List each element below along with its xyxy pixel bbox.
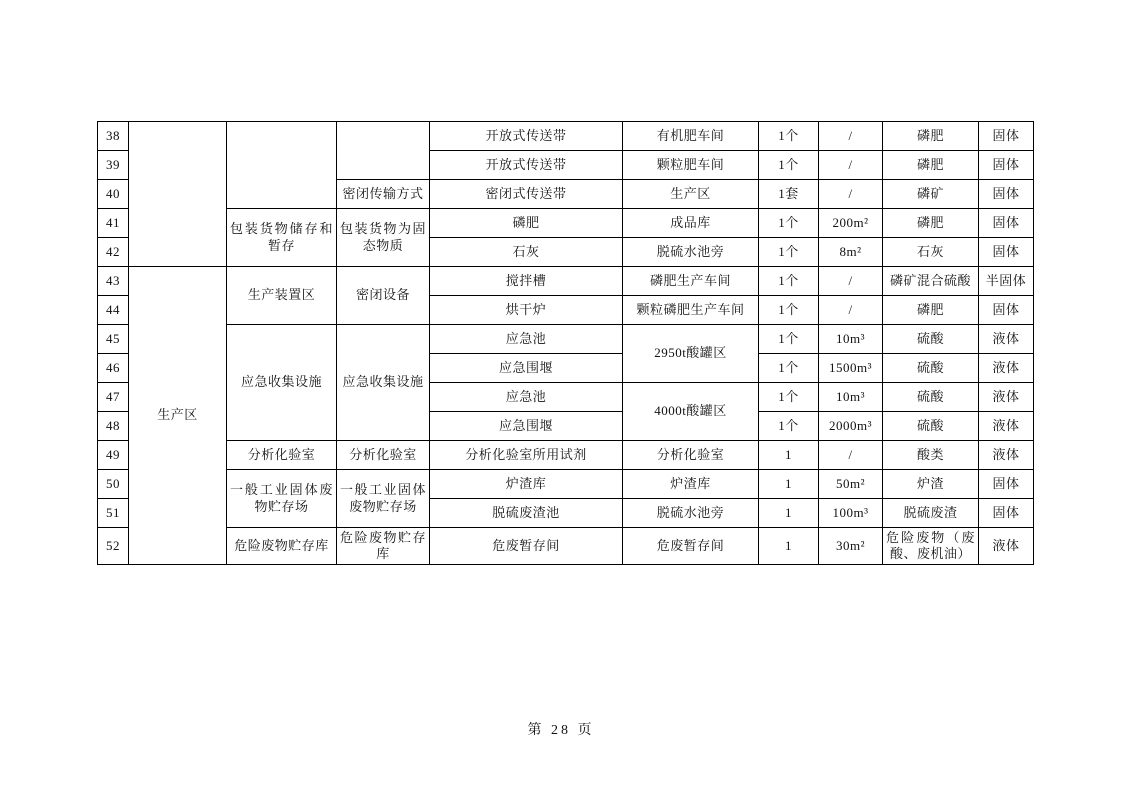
table-cell: 磷矿 [883, 180, 979, 209]
table-cell: 应急围堰 [430, 412, 623, 441]
table-cell: 脱硫水池旁 [623, 238, 759, 267]
table-row [98, 122, 1034, 151]
table-cell: 10m³ [819, 383, 883, 412]
table-cell: 磷肥 [430, 209, 623, 238]
table-cell: 磷肥 [883, 151, 979, 180]
table-cell: 固体 [979, 470, 1034, 499]
table-cell: 1套 [759, 180, 819, 209]
table-cell: 石灰 [883, 238, 979, 267]
table-cell: 固体 [979, 151, 1034, 180]
table-cell: 1个 [759, 296, 819, 325]
table-cell: / [819, 296, 883, 325]
table-cell: 包装货物储存和暂存 [227, 209, 337, 267]
table-cell: 磷肥生产车间 [623, 267, 759, 296]
table-cell: 危废暂存间 [623, 528, 759, 565]
table-cell: 颗粒肥车间 [623, 151, 759, 180]
table-cell: 颗粒磷肥生产车间 [623, 296, 759, 325]
table-cell: 固体 [979, 499, 1034, 528]
table-cell: 开放式传送带 [430, 151, 623, 180]
table-cell: 1 [759, 499, 819, 528]
facility-table [97, 121, 1034, 565]
table-cell: 4000t酸罐区 [623, 383, 759, 441]
table-cell: 43 [98, 267, 129, 296]
table-cell: 包装货物为固态物质 [337, 209, 430, 267]
table-cell: 炉渣库 [623, 470, 759, 499]
table-cell: 50m² [819, 470, 883, 499]
table-cell: 2000m³ [819, 412, 883, 441]
table-cell: 液体 [979, 441, 1034, 470]
table-row [98, 441, 1034, 470]
table-row [98, 267, 1034, 296]
table-row [98, 470, 1034, 499]
table-cell: 固体 [979, 209, 1034, 238]
table-cell: / [819, 122, 883, 151]
table-cell: 酸类 [883, 441, 979, 470]
table-cell: 脱硫废渣 [883, 499, 979, 528]
table-cell: 38 [98, 122, 129, 151]
table-row [98, 528, 1034, 565]
table-cell: 硫酸 [883, 383, 979, 412]
table-cell: 46 [98, 354, 129, 383]
table-cell: 分析化验室 [623, 441, 759, 470]
table-cell: 硫酸 [883, 325, 979, 354]
table-cell: 密闭设备 [337, 267, 430, 325]
table-cell: 液体 [979, 325, 1034, 354]
table-cell: / [819, 180, 883, 209]
table-cell: / [819, 151, 883, 180]
table-cell: 10m³ [819, 325, 883, 354]
table-cell: 50 [98, 470, 129, 499]
table-cell: 45 [98, 325, 129, 354]
table-cell: 1 [759, 528, 819, 565]
table-cell: 1个 [759, 267, 819, 296]
table-cell: 石灰 [430, 238, 623, 267]
table-cell: 固体 [979, 180, 1034, 209]
table-cell: 1个 [759, 209, 819, 238]
table-cell: 应急收集设施 [227, 325, 337, 441]
table-cell: 分析化验室所用试剂 [430, 441, 623, 470]
table-cell: 1个 [759, 383, 819, 412]
table-cell: 危险废物贮存库 [227, 528, 337, 565]
table-cell: 1个 [759, 325, 819, 354]
table-row [98, 325, 1034, 354]
table-cell: 1 [759, 441, 819, 470]
table-cell: 应急收集设施 [337, 325, 430, 441]
table-cell: 42 [98, 238, 129, 267]
table-cell: 一般工业固体废物贮存场 [337, 470, 430, 528]
table-cell: 开放式传送带 [430, 122, 623, 151]
table-cell: 硫酸 [883, 354, 979, 383]
table-cell: 39 [98, 151, 129, 180]
table-cell: 危废暂存间 [430, 528, 623, 565]
table-cell: 生产区 [129, 267, 227, 565]
table-cell: 40 [98, 180, 129, 209]
table-cell: 密闭式传送带 [430, 180, 623, 209]
table-cell: / [819, 267, 883, 296]
table-cell: 半固体 [979, 267, 1034, 296]
table-cell: 液体 [979, 383, 1034, 412]
table-cell: 2950t酸罐区 [623, 325, 759, 383]
table-cell: 固体 [979, 238, 1034, 267]
table-cell: 分析化验室 [227, 441, 337, 470]
table-cell: 1个 [759, 151, 819, 180]
table-cell: 1个 [759, 122, 819, 151]
table-cell: 磷肥 [883, 209, 979, 238]
table-cell: 成品库 [623, 209, 759, 238]
table-cell: 磷肥 [883, 296, 979, 325]
table-cell: 有机肥车间 [623, 122, 759, 151]
table-cell: 44 [98, 296, 129, 325]
table-cell: 49 [98, 441, 129, 470]
table-cell [227, 122, 337, 209]
table-cell: 应急围堰 [430, 354, 623, 383]
table-body [98, 122, 1034, 565]
table-cell: 危险废物（废酸、废机油） [883, 528, 979, 565]
table-cell: 搅拌槽 [430, 267, 623, 296]
table-cell: 应急池 [430, 383, 623, 412]
table-cell: 41 [98, 209, 129, 238]
page-number: 第 28 页 [527, 723, 595, 738]
table-cell: 脱硫水池旁 [623, 499, 759, 528]
page-footer [0, 719, 1122, 739]
table-cell: 固体 [979, 296, 1034, 325]
table-cell: 磷矿混合硫酸 [883, 267, 979, 296]
table-cell: 100m³ [819, 499, 883, 528]
table-cell: 47 [98, 383, 129, 412]
table-cell: 51 [98, 499, 129, 528]
table-cell [337, 122, 430, 180]
table-cell: 固体 [979, 122, 1034, 151]
table-cell: 8m² [819, 238, 883, 267]
table-cell: 液体 [979, 528, 1034, 565]
table-cell: 生产装置区 [227, 267, 337, 325]
table-cell: 危险废物贮存库 [337, 528, 430, 565]
table-cell: 1个 [759, 412, 819, 441]
table-cell: 磷肥 [883, 122, 979, 151]
table-cell: 200m² [819, 209, 883, 238]
table-cell: 分析化验室 [337, 441, 430, 470]
table-cell: 炉渣 [883, 470, 979, 499]
table-cell: 液体 [979, 412, 1034, 441]
table-cell: 炉渣库 [430, 470, 623, 499]
table-cell: / [819, 441, 883, 470]
table-cell: 生产区 [623, 180, 759, 209]
table-cell: 应急池 [430, 325, 623, 354]
table-cell: 密闭传输方式 [337, 180, 430, 209]
table-cell: 1个 [759, 354, 819, 383]
table-cell: 48 [98, 412, 129, 441]
table-cell: 硫酸 [883, 412, 979, 441]
table-cell: 烘干炉 [430, 296, 623, 325]
table-cell: 1500m³ [819, 354, 883, 383]
table-cell: 一般工业固体废物贮存场 [227, 470, 337, 528]
table-cell: 脱硫废渣池 [430, 499, 623, 528]
table-cell: 30m² [819, 528, 883, 565]
table-cell: 52 [98, 528, 129, 565]
table-row [98, 209, 1034, 238]
table-cell: 1 [759, 470, 819, 499]
table-cell [129, 122, 227, 267]
table-cell: 液体 [979, 354, 1034, 383]
table-cell: 1个 [759, 238, 819, 267]
